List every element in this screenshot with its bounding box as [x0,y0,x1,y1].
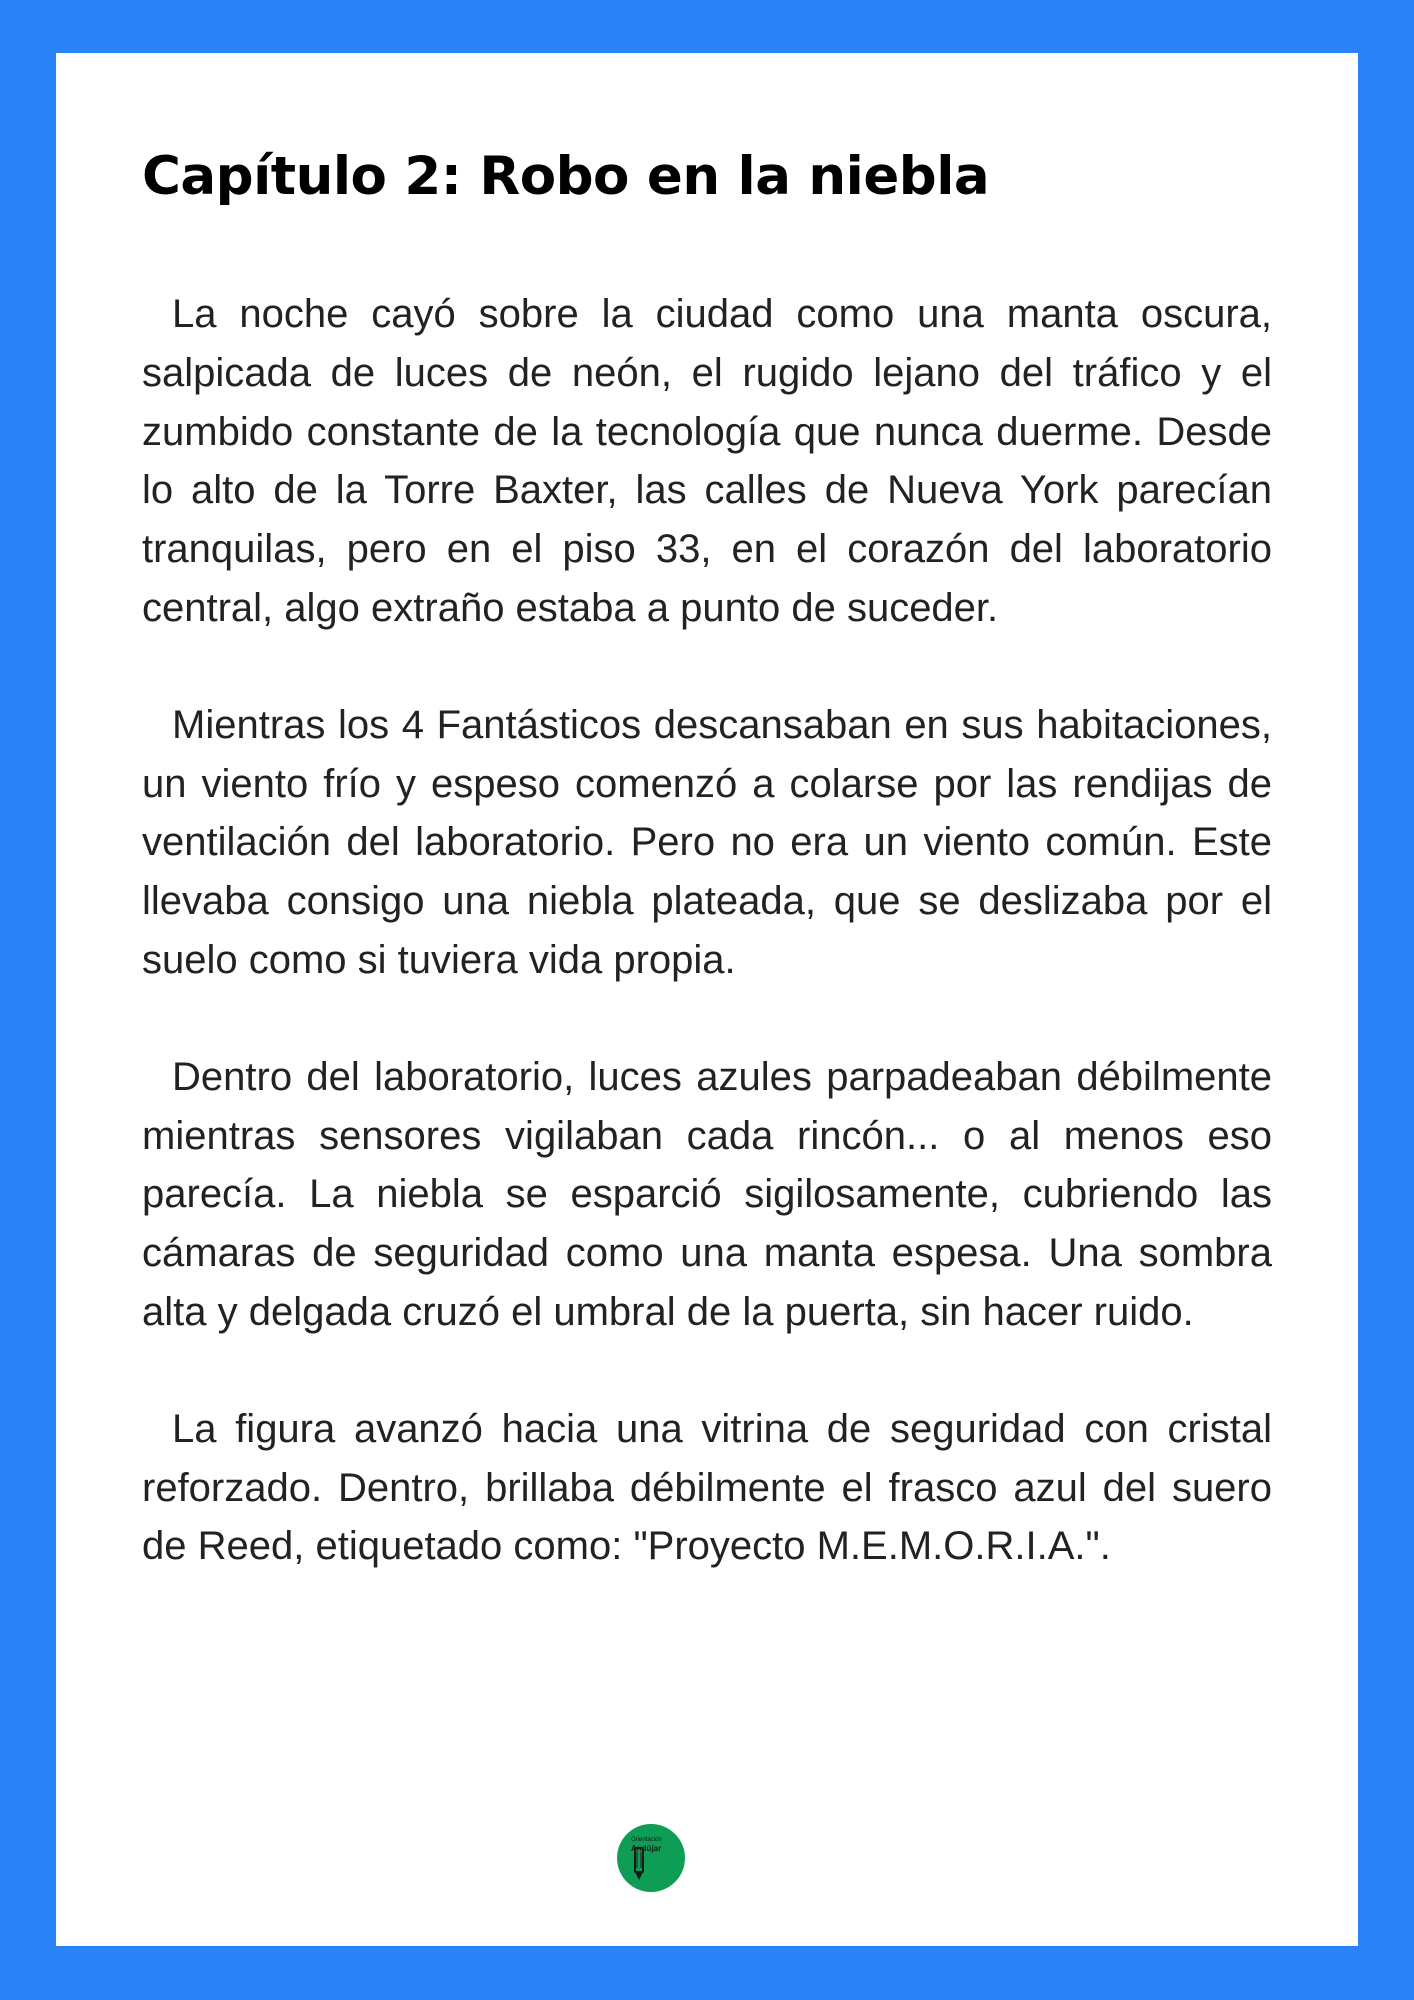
logo-text-bottom: Andújar [631,1844,662,1853]
chapter-body [142,285,1272,1576]
paragraph: Dentro del laboratorio, luces azules parpadeaban débilmente mientras sensores vigilaban cada rincón... o al menos eso parecía. La niebla se esparció sigilosamente, cubriendo las cámaras de seguridad como una manta espesa. Una sombra alta y delgada cruzó el umbral de la puerta, sin hacer ruido. [142,1054,1272,1334]
document-page [56,53,1358,1946]
pencil-logo-icon [617,1824,685,1892]
orientacion-andujar-logo [617,1824,685,1892]
paragraph: Mientras los 4 Fantásticos descansaban en sus habitaciones, un viento frío y espeso comenzó a colarse por las rendijas de ventilación del laboratorio. Pero no era un viento común. Este llevaba consigo una niebla plateada, que se deslizaba por el suelo como si tuviera vida propia. [142,702,1272,982]
document-content [142,141,1272,1634]
paragraph: La figura avanzó hacia una vitrina de seguridad con cristal reforzado. Dentro, brillaba débilmente el frasco azul del suero de Reed, etiquetado como: "Proyecto M.E.M.O.R.I.A.". [142,1406,1272,1569]
logo-text-top: Orientación [631,1837,662,1843]
chapter-title: Capítulo 2: Robo en la niebla [142,146,990,207]
paragraph: La noche cayó sobre la ciudad como una manta oscura, salpicada de luces de neón, el rugido lejano del tráfico y el zumbido constante de la tecnología que nunca duerme. Desde lo alto de la Torre Baxter, las calles de Nueva York parecían tranquilas, pero en el piso 33, en el corazón del laboratorio central, algo extraño estaba a punto de suceder. [142,292,1272,630]
